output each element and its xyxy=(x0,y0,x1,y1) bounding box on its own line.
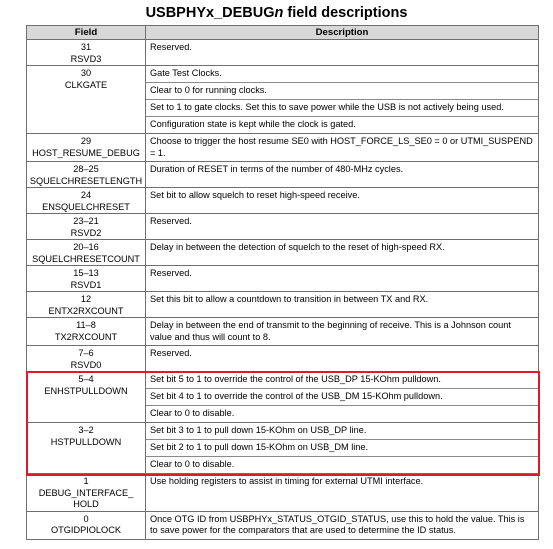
table-row xyxy=(27,214,539,240)
field-name: RSVD3 xyxy=(70,53,102,64)
field-bits: 15–13 xyxy=(73,268,99,278)
field-name: OTGIDPIOLOCK xyxy=(51,525,121,535)
field-name: HSTPULLDOWN xyxy=(50,436,122,447)
description-line: Clear to 0 to disable. xyxy=(150,459,235,469)
field-cell xyxy=(27,266,146,292)
description-cell xyxy=(146,318,539,346)
description-line: Configuration state is kept while the clock is gated. xyxy=(150,119,356,129)
description-line: Choose to trigger the host resume SE0 with HOST_FORCE_LS_SE0 = 0 or UTMI_SUSPEND = 1. xyxy=(150,136,533,158)
field-descriptions-table xyxy=(26,25,539,540)
description-line: Clear to 0 for running clocks. xyxy=(146,83,538,100)
table-row xyxy=(27,346,539,372)
description-line: Reserved. xyxy=(150,216,192,226)
field-cell xyxy=(27,318,146,346)
description-cell xyxy=(146,134,539,162)
field-cell xyxy=(27,40,146,66)
field-bits: 11–8 xyxy=(76,320,96,330)
field-name: RSVD1 xyxy=(70,279,102,290)
field-cell xyxy=(27,188,146,214)
field-cell xyxy=(27,423,146,474)
title-italic: n xyxy=(274,5,284,21)
table-row xyxy=(27,162,539,188)
field-bits: 31 xyxy=(80,42,92,52)
table-title xyxy=(0,3,553,23)
description-line: Use holding registers to assist in timing for external UTMI interface. xyxy=(150,476,424,486)
description-line: Set bit to allow squelch to reset high-speed receive. xyxy=(150,190,360,200)
description-cell xyxy=(146,188,539,214)
header-field: Field xyxy=(27,26,146,40)
field-name: RSVD0 xyxy=(70,359,102,370)
field-bits: 20–16 xyxy=(73,242,99,252)
field-name: ENSQUELCHRESET xyxy=(42,201,130,212)
field-name: CLKGATE xyxy=(64,79,108,90)
description-cell xyxy=(146,214,539,240)
field-bits: 0 xyxy=(83,513,89,524)
description-cell xyxy=(146,266,539,292)
description-cell xyxy=(146,474,539,512)
field-cell xyxy=(27,162,146,188)
description-cell xyxy=(146,162,539,188)
field-name-continued: HOLD xyxy=(73,499,99,509)
field-name: SQUELCHRESETLENGTH xyxy=(29,175,143,186)
field-bits: 30 xyxy=(80,68,92,78)
description-line: Once OTG ID from USBPHYx_STATUS_OTGID_STATUS, use this to hold the value. This is to save power for the comparators that are used to determine the ID status. xyxy=(150,513,525,535)
table-row xyxy=(27,423,539,474)
description-cell xyxy=(146,292,539,318)
table-row xyxy=(27,474,539,512)
field-bits: 1 xyxy=(83,476,89,486)
field-cell xyxy=(27,292,146,318)
field-name: ENHSTPULLDOWN xyxy=(44,385,128,396)
field-bits: 28–25 xyxy=(73,164,99,174)
title-suffix: field descriptions xyxy=(283,5,408,21)
field-cell xyxy=(27,240,146,266)
description-cell xyxy=(146,346,539,372)
table-row xyxy=(27,511,539,539)
description-cell xyxy=(146,66,539,134)
field-cell xyxy=(27,474,146,512)
field-name: TX2RXCOUNT xyxy=(54,331,118,342)
title-main: USBPHYx_DEBUG xyxy=(145,5,275,21)
table-row xyxy=(27,40,539,66)
table-row xyxy=(27,240,539,266)
field-cell xyxy=(27,346,146,372)
description-line: Reserved. xyxy=(150,268,192,278)
field-bits: 7–6 xyxy=(78,348,94,358)
description-cell xyxy=(146,240,539,266)
field-bits: 29 xyxy=(80,136,92,146)
field-cell xyxy=(27,66,146,134)
description-line: Set bit 5 to 1 to override the control of the USB_DP 15-KOhm pulldown. xyxy=(146,372,538,389)
description-cell xyxy=(146,372,539,423)
field-cell xyxy=(27,134,146,162)
field-cell xyxy=(27,511,146,539)
description-line: Set bit 4 to 1 to override the control of the USB_DM 15-KOhm pulldown. xyxy=(146,389,538,406)
field-cell xyxy=(27,372,146,423)
field-cell xyxy=(27,214,146,240)
field-bits: 3–2 xyxy=(78,425,94,435)
table-row xyxy=(27,66,539,134)
field-name: RSVD2 xyxy=(70,227,102,238)
description-line: Reserved. xyxy=(150,348,192,358)
table-row xyxy=(27,292,539,318)
table-row xyxy=(27,318,539,346)
description-line: Delay in between the end of transmit to the beginning of receive. This is a Johnson count value and thus will count to 8. xyxy=(150,320,511,342)
field-bits: 24 xyxy=(80,190,92,200)
description-line: Set bit 3 to 1 to pull down 15-KOhm on USB_DP line. xyxy=(146,423,538,440)
table-row xyxy=(27,372,539,423)
field-name: ENTX2RXCOUNT xyxy=(48,305,124,316)
table-row xyxy=(27,134,539,162)
description-line: Delay in between the detection of squelch to the reset of high-speed RX. xyxy=(150,242,445,252)
header-description: Description xyxy=(146,26,539,40)
field-bits: 23–21 xyxy=(73,216,99,226)
description-line: Set bit 2 to 1 to pull down 15-KOhm on USB_DM line. xyxy=(146,440,538,457)
description-line: Clear to 0 to disable. xyxy=(150,408,235,418)
field-name: DEBUG_INTERFACE_ xyxy=(38,487,134,498)
description-cell xyxy=(146,423,539,474)
description-line: Gate Test Clocks. xyxy=(146,66,538,83)
header-row xyxy=(27,26,539,40)
table-row xyxy=(27,266,539,292)
description-cell xyxy=(146,511,539,539)
description-cell xyxy=(146,40,539,66)
field-bits: 12 xyxy=(80,294,92,304)
description-line: Reserved. xyxy=(150,42,192,52)
field-name: HOST_RESUME_DEBUG xyxy=(32,147,140,158)
description-line: Set this bit to allow a countdown to transition in between TX and RX. xyxy=(150,294,429,304)
field-bits: 5–4 xyxy=(78,374,94,384)
description-line: Set to 1 to gate clocks. Set this to save power while the USB is not actively being used. xyxy=(146,100,538,117)
description-line: Duration of RESET in terms of the number of 480-MHz cycles. xyxy=(150,164,404,174)
field-name: SQUELCHRESETCOUNT xyxy=(32,253,140,264)
table-row xyxy=(27,188,539,214)
